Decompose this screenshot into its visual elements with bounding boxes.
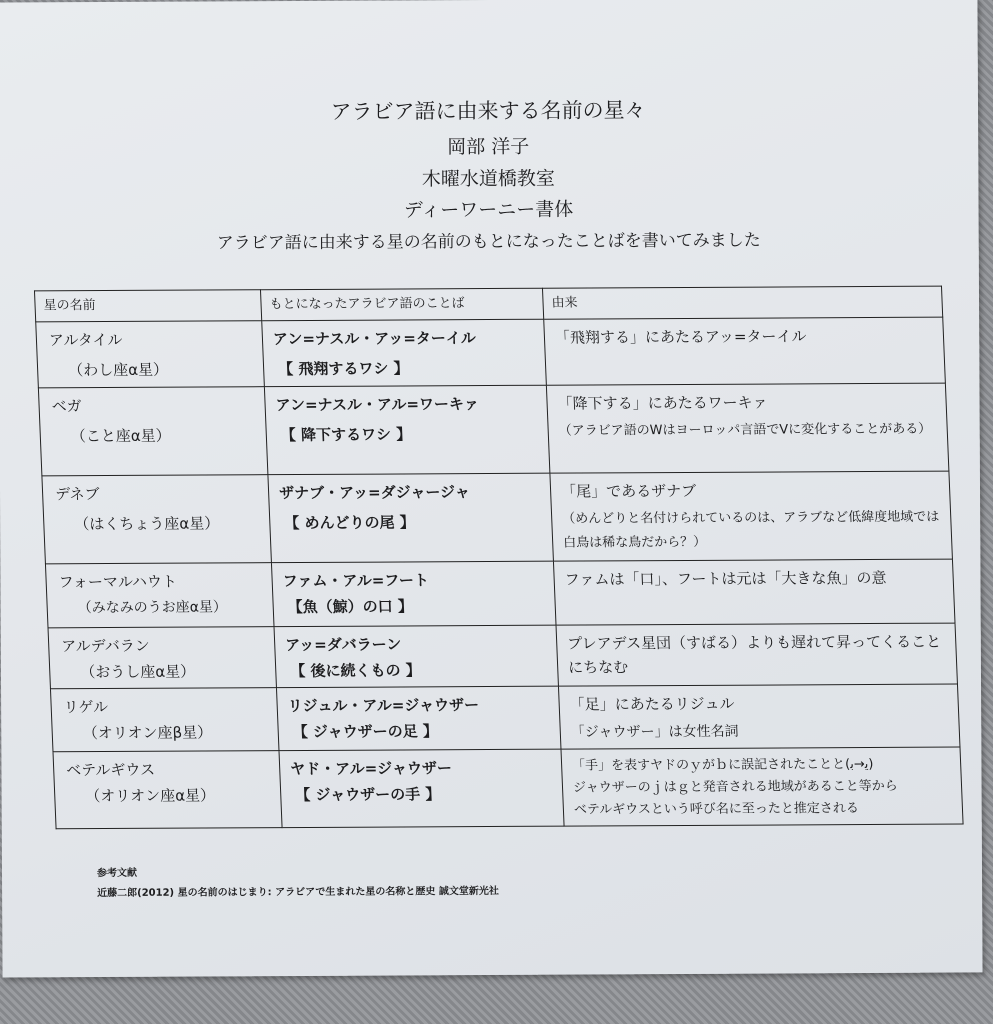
arabic-cell: [262, 319, 547, 386]
arabic-word: アッ=ダバラーン: [284, 635, 402, 655]
document-title: アラビア語に由来する名前の星々: [330, 98, 646, 124]
star-name: デネブ: [54, 485, 100, 504]
origin-note: 「ジャウザー」は女性名詞: [570, 723, 739, 741]
origin-text: プレアデス星団（すばる）よりも遅れて昇ってくることにちなむ: [566, 632, 942, 677]
constellation: （オリオン座α星）: [84, 786, 216, 806]
arabic-cell: [279, 749, 564, 827]
table-header-row: [34, 286, 942, 322]
constellation: （おうし座α星）: [79, 662, 196, 682]
arabic-word: ファム・アル=フート: [282, 571, 430, 591]
stars-table: [34, 286, 964, 830]
arabic-cell: [271, 561, 556, 626]
arabic-word: ヤド・アル=ジャウザー: [289, 759, 453, 779]
origin-cell: [544, 317, 946, 385]
references-heading: 参考文献: [96, 867, 138, 880]
arabic-word: ザナブ・アッ=ダジャージャ: [278, 483, 471, 503]
table-row: [42, 471, 953, 564]
origin-text: 「手」を表すヤドのｙがｂに誤記されたことと(ﻳ→ﺑ): [571, 756, 874, 774]
origin-note: ジャウザーのｊはｇと発音される地域があること等から: [572, 778, 899, 796]
script-style: ディーワーニー書体: [403, 198, 574, 222]
table-row: [50, 684, 960, 752]
table-row: [48, 623, 957, 689]
table-row: [53, 747, 963, 829]
meaning: 【 ジャウザーの手 】: [294, 785, 441, 805]
origin-note: （めんどりと名付けられているのは、アラブなど低緯度地域では白鳥は稀な鳥だから？）: [561, 509, 940, 551]
arabic-cell: [274, 625, 558, 687]
origin-cell: [561, 747, 963, 826]
arabic-word: リジュル・アル=ジャウザー: [287, 696, 480, 716]
arabic-cell: [268, 473, 554, 562]
constellation: （はくちょう座α星）: [73, 514, 220, 534]
meaning: 【 めんどりの尾 】: [283, 513, 416, 533]
origin-cell: [556, 623, 957, 686]
meaning: 【 飛翔するワシ 】: [277, 359, 409, 379]
meaning: 【 後に続くもの 】: [289, 661, 422, 681]
star-name: フォーマルハウト: [58, 572, 178, 592]
arabic-cell: [264, 385, 550, 474]
origin-text: 「降下する」にあたるワーキァ: [557, 393, 768, 413]
arabic-word: アン=ナスル・アル=ワーキァ: [275, 395, 480, 415]
star-name: リゲル: [63, 698, 109, 717]
constellation: （オリオン座β星）: [82, 723, 213, 743]
meaning: 【魚（鯨）の口 】: [287, 597, 414, 617]
table-row: [38, 383, 949, 476]
arabic-cell: [276, 686, 561, 750]
constellation: （わし座α星）: [67, 360, 169, 380]
header-star-name: 星の名前: [34, 290, 261, 322]
origin-cell: [553, 559, 955, 625]
star-cell: [53, 751, 282, 829]
table-row: [45, 559, 955, 628]
star-cell: [45, 563, 274, 628]
arabic-word: アン=ナスル・アッ=ターイル: [272, 329, 477, 349]
origin-text: 「尾」であるザナブ: [560, 481, 697, 501]
table-row: [36, 317, 946, 388]
origin-text: 「足」にあたるリジュル: [569, 694, 735, 714]
constellation: （みなみのうお座α星）: [77, 599, 228, 617]
star-cell: [48, 627, 276, 689]
star-cell: [50, 688, 279, 752]
meaning: 【 降下するワシ 】: [280, 425, 412, 445]
origin-note: ベテルギウスという呼び名に至ったと推定される: [573, 801, 860, 818]
star-name: アルタイル: [48, 330, 123, 350]
origin-note: （アラビア語のWはヨーロッパ言語でVに変化することがある）: [558, 421, 932, 439]
constellation: （こと座α星）: [70, 426, 172, 446]
star-name: ベガ: [51, 397, 82, 416]
header-origin: 由来: [542, 286, 942, 319]
origin-text: ファムは「口」、フートは元は「大きな魚」の意: [564, 568, 887, 589]
references: [97, 862, 499, 904]
origin-text: 「飛翔する」にあたるアッ=ターイル: [554, 327, 807, 347]
star-cell: [42, 475, 272, 564]
document-subtitle: アラビア語に由来する星の名前のもとになったことばを書いてみました: [216, 230, 761, 254]
reference-entry: 近藤二郎(2012) 星の名前のはじまり: アラビアで生まれた星の名称と歴史 誠文堂新光社: [97, 885, 499, 900]
class-name: 木曜水道橋教室: [421, 167, 555, 191]
header-arabic-word: もとになったアラビア語のことば: [260, 288, 543, 320]
origin-cell: [558, 684, 960, 749]
star-name: アルデバラン: [60, 636, 151, 656]
origin-cell: [546, 383, 949, 473]
star-cell: [38, 387, 268, 476]
author-name: 岡部 洋子: [447, 135, 530, 159]
origin-cell: [550, 471, 953, 561]
star-cell: [36, 321, 265, 388]
star-name: ベテルギウス: [65, 760, 156, 780]
meaning: 【 ジャウザーの足 】: [292, 722, 439, 742]
